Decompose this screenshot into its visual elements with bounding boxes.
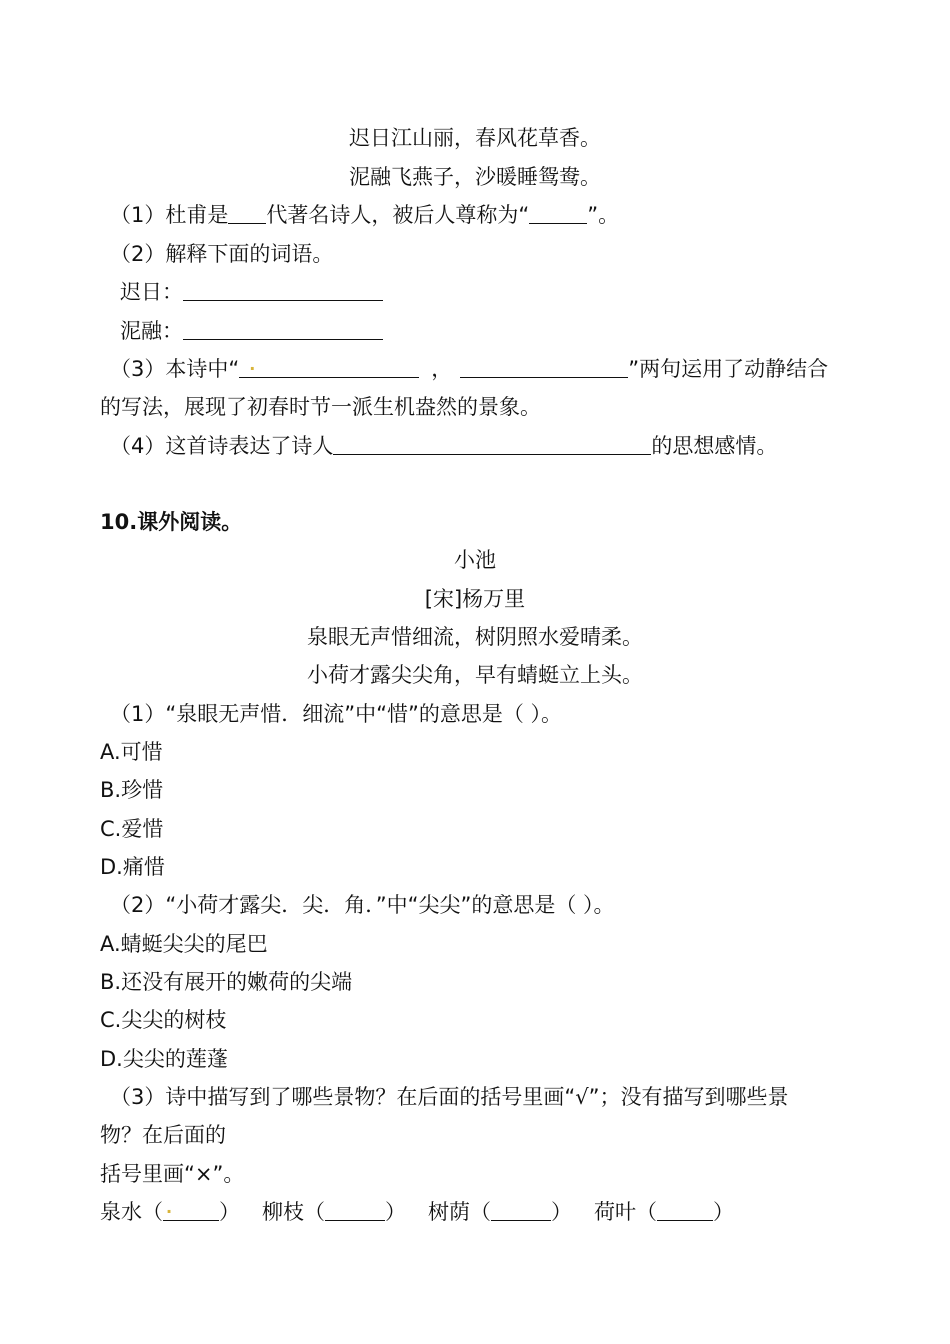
question-3-text-c: ”两句运用了动静结合 bbox=[628, 357, 829, 381]
sub-question-2: （2）“小荷才露尖．尖．角．”中“尖尖”的意思是（ ）。 bbox=[110, 893, 615, 917]
poem1-line2: 泥融飞燕子，沙暖睡鸳鸯。 bbox=[349, 165, 601, 189]
scenery-item-lotus bbox=[594, 1200, 734, 1224]
question-3-line2: 的写法，展现了初春时节一派生机盎然的景象。 bbox=[100, 395, 541, 419]
question-3-text-b: ， bbox=[431, 357, 453, 381]
question-4 bbox=[110, 432, 777, 460]
scenery-label: 树荫（ bbox=[428, 1200, 491, 1224]
marker-dot: . bbox=[166, 1198, 173, 1217]
answer-blank[interactable] bbox=[333, 434, 651, 455]
sub-question-3-line2: 物？在后面的 bbox=[100, 1123, 226, 1147]
scenery-label: 泉水（ bbox=[100, 1200, 163, 1224]
scenery-close: ） bbox=[219, 1200, 240, 1224]
answer-blank[interactable] bbox=[491, 1200, 551, 1221]
question-3-text-a: （3）本诗中“ bbox=[110, 357, 240, 381]
poem2-line2: 小荷才露尖尖角，早有蜻蜓立上头。 bbox=[307, 663, 643, 687]
answer-blank[interactable] bbox=[183, 280, 383, 301]
option-d[interactable]: D.痛惜 bbox=[100, 855, 165, 879]
sub-question-3-line1: （3）诗中描写到了哪些景物？在后面的括号里画“√”；没有描写到哪些景 bbox=[110, 1085, 789, 1109]
scenery-item-spring bbox=[100, 1200, 240, 1224]
poem-author: [宋]杨万里 bbox=[424, 587, 526, 611]
scenery-list bbox=[100, 1198, 734, 1226]
answer-blank[interactable] bbox=[183, 319, 383, 340]
poem2-line1: 泉眼无声惜细流，树阴照水爱晴柔。 bbox=[307, 625, 643, 649]
question-3 bbox=[110, 355, 828, 383]
option-b[interactable]: B.还没有展开的嫩荷的尖端 bbox=[100, 970, 353, 994]
scenery-item-shade bbox=[428, 1200, 572, 1224]
question-1-text-a: （1）杜甫是 bbox=[110, 203, 229, 227]
option-a[interactable]: A.蜻蜓尖尖的尾巴 bbox=[100, 932, 268, 956]
scenery-close: ） bbox=[385, 1200, 406, 1224]
answer-blank[interactable] bbox=[228, 203, 266, 224]
scenery-label: 荷叶（ bbox=[594, 1200, 657, 1224]
poem-title: 小池 bbox=[454, 548, 496, 572]
scenery-close: ） bbox=[713, 1200, 734, 1224]
question-2-word1 bbox=[120, 278, 383, 306]
option-b[interactable]: B.珍惜 bbox=[100, 778, 164, 802]
option-a[interactable]: A.可惜 bbox=[100, 740, 163, 764]
answer-blank[interactable] bbox=[163, 1200, 219, 1221]
answer-blank[interactable] bbox=[239, 357, 419, 378]
marker-dot: . bbox=[249, 355, 256, 374]
answer-blank[interactable] bbox=[325, 1200, 385, 1221]
question-4-text-b: 的思想感情。 bbox=[651, 434, 778, 458]
question-1-text-c: ”。 bbox=[587, 203, 620, 227]
option-d[interactable]: D.尖尖的莲蓬 bbox=[100, 1047, 228, 1071]
question-4-text-a: （4）这首诗表达了诗人 bbox=[110, 434, 334, 458]
scenery-label: 柳枝（ bbox=[262, 1200, 325, 1224]
option-c[interactable]: C.尖尖的树枝 bbox=[100, 1008, 227, 1032]
question-2-word2 bbox=[120, 317, 383, 345]
word-label: 迟日： bbox=[120, 280, 183, 304]
section-heading: 10.课外阅读。 bbox=[100, 510, 243, 534]
sub-question-3-line3: 括号里画“×”。 bbox=[100, 1162, 245, 1186]
sub-question-1: （1）“泉眼无声惜．细流”中“惜”的意思是（ ）。 bbox=[110, 702, 563, 726]
question-1 bbox=[110, 201, 619, 229]
option-c[interactable]: C.爱惜 bbox=[100, 817, 164, 841]
answer-blank[interactable] bbox=[529, 203, 587, 224]
answer-blank[interactable] bbox=[460, 357, 628, 378]
poem1-line1: 迟日江山丽，春风花草香。 bbox=[349, 126, 601, 150]
scenery-close: ） bbox=[551, 1200, 572, 1224]
word-label: 泥融： bbox=[120, 319, 183, 343]
answer-blank[interactable] bbox=[657, 1200, 713, 1221]
scenery-item-willow bbox=[262, 1200, 406, 1224]
question-1-text-b: 代著名诗人，被后人尊称为“ bbox=[266, 203, 530, 227]
question-2: （2）解释下面的词语。 bbox=[110, 242, 334, 266]
